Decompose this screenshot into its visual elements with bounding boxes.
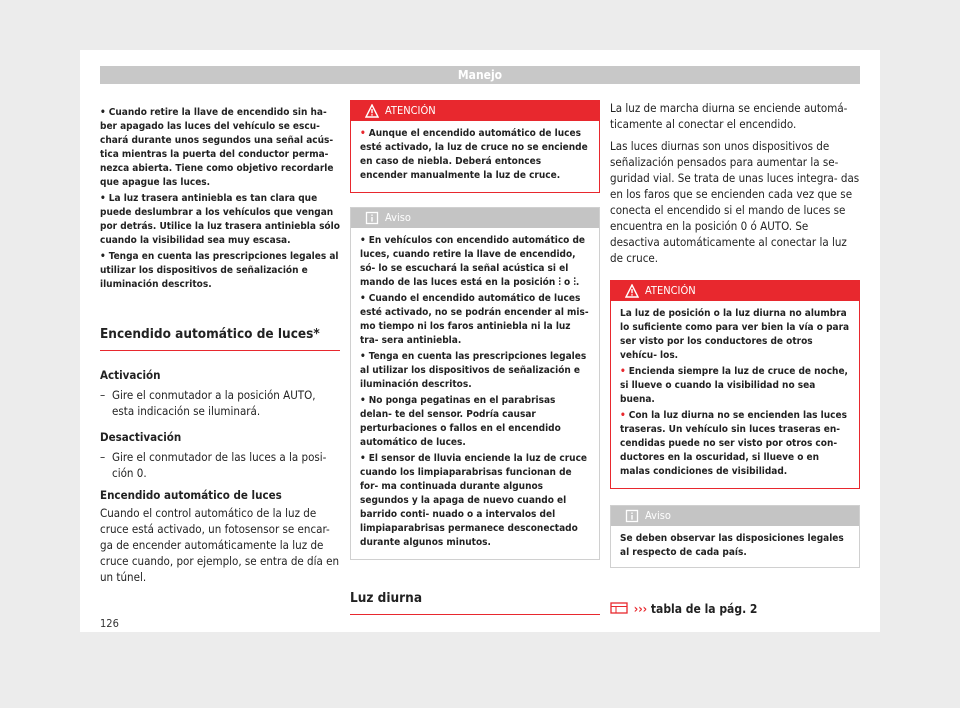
subhead-desactivacion: Desactivación — [100, 430, 182, 444]
ref-text: tabla de la pág. 2 — [650, 602, 758, 616]
paragraph: La luz de marcha diurna se enciende automá- ticamente al conectar el encendido. — [610, 101, 848, 131]
table-icon — [610, 601, 630, 615]
subhead-auto: Encendido automático de luces — [100, 488, 282, 502]
warning-header: ATENCIÓN — [351, 101, 599, 121]
list-item: • Cuando el encendido automático de luces esté activado, no se podrán encender al mis- mo tiempo ni los faros antiniebla ni la luz tra- sera antiniebla. — [360, 293, 589, 346]
list-item: • Cuando retire la llave de encendido sin ha- ber apagado las luces del vehículo se escu- chará durante unos segundos una señal acús- tica mientras la puerta del conductor perma- nezca abierta. Tiene como objetivo recordarle que apague las luces. — [100, 107, 334, 188]
warning-header: ATENCIÓN — [611, 281, 859, 301]
list-item: • El sensor de lluvia enciende la luz de cruce cuando los limpiaparabrisas funcionan de for- ma continuada durante algunos segundos y la apaga de nuevo cuando el barrido conti- nuado o a intervalos del limpiaparabrisas permanece desconectado durante algunos minutos. — [360, 453, 588, 548]
notice-text: Se deben observar las disposiciones legales al respecto de cada país. — [620, 533, 844, 558]
list-item: • En vehículos con encendido automático de luces, cuando retire la llave de encendido, só- lo se escuchará la señal acústica si el mando de las luces está en la posición ⫶ o ⫶. — [360, 235, 586, 288]
subhead-activacion: Activación — [100, 368, 161, 382]
info-note-icon — [625, 509, 639, 523]
instruction-item: – Gire el conmutador de las luces a la posi- ción 0. — [100, 450, 327, 480]
list-item: • No ponga pegatinas en el parabrisas delan- te del sensor. Podría causar perturbaciones o fallos en el encendido automático de luces. — [360, 395, 561, 448]
column-3 — [610, 100, 860, 568]
notice-header: Aviso — [611, 506, 859, 526]
list-item: • Tenga en cuenta las prescripciones legales al utilizar los dispositivos de señalización e iluminación descritos. — [360, 351, 587, 390]
list-item: • Con la luz diurna no se encienden las luces traseras. Un vehículo sin luces traseras en- cendidas puede no ser visto por otros con- ductores en la oscuridad, si llueve o en malas condiciones de visibilidad. — [620, 410, 847, 477]
warning-triangle-icon — [365, 104, 379, 118]
notice-header: Aviso — [351, 208, 599, 228]
column-1 — [100, 100, 340, 585]
page-number: 126 — [100, 617, 119, 630]
warning-intro: La luz de posición o la luz diurna no alumbra lo suficiente como para ver bien la vía o para ser visto por los conductores de otros vehícu- los. — [620, 308, 850, 361]
instruction-item: – Gire el conmutador a la posición AUTO, esta indicación se iluminará. — [100, 388, 316, 418]
section-title: Encendido automático de luces* — [100, 326, 340, 351]
list-item: • La luz trasera antiniebla es tan clara que puede deslumbrar a los vehículos que vengan por detrás. Utilice la luz trasera antiniebla sólo cuando la visibilidad sea muy escasa. — [100, 193, 340, 246]
bullet-list — [100, 106, 340, 292]
notice-box — [350, 207, 600, 560]
paragraph: Las luces diurnas son unos dispositivos de señalización pensados para aumentar la se- guridad vial. Se trata de unas luces integra- das en los faros que se encienden cada vez que se conecta el encendido si el mando de luces se encuentra en la posición 0 ó AUTO. Se desactiva automáticamente al conectar la luz de cruce. — [610, 139, 860, 265]
section-title: Luz diurna — [350, 590, 600, 615]
warning-box — [610, 280, 860, 489]
list-item: • Encienda siempre la luz de cruce de noche, si llueve o cuando la visibilidad no sea buena. — [620, 366, 848, 405]
info-note-icon — [365, 211, 379, 225]
list-item: • Aunque el encendido automático de luces esté activado, la luz de cruce no se enciende en caso de niebla. Deberá entonces encender manualmente la luz de cruce. — [360, 128, 588, 181]
running-header: Manejo — [100, 66, 860, 84]
notice-box — [610, 505, 860, 568]
warning-triangle-icon — [625, 284, 639, 298]
table-reference-link[interactable] — [610, 601, 757, 616]
list-item: • Tenga en cuenta las prescripciones legales al utilizar los dispositivos de señalización e iluminación descritos. — [100, 251, 339, 290]
ref-arrows: ››› — [633, 602, 648, 616]
warning-box — [350, 100, 600, 193]
column-2 — [350, 100, 600, 615]
paragraph: Cuando el control automático de la luz de cruce está activado, un fotosensor se encar- ga de encender automáticamente la luz de cruce cuando, por ejemplo, se entra de día en un túnel. — [100, 506, 340, 584]
